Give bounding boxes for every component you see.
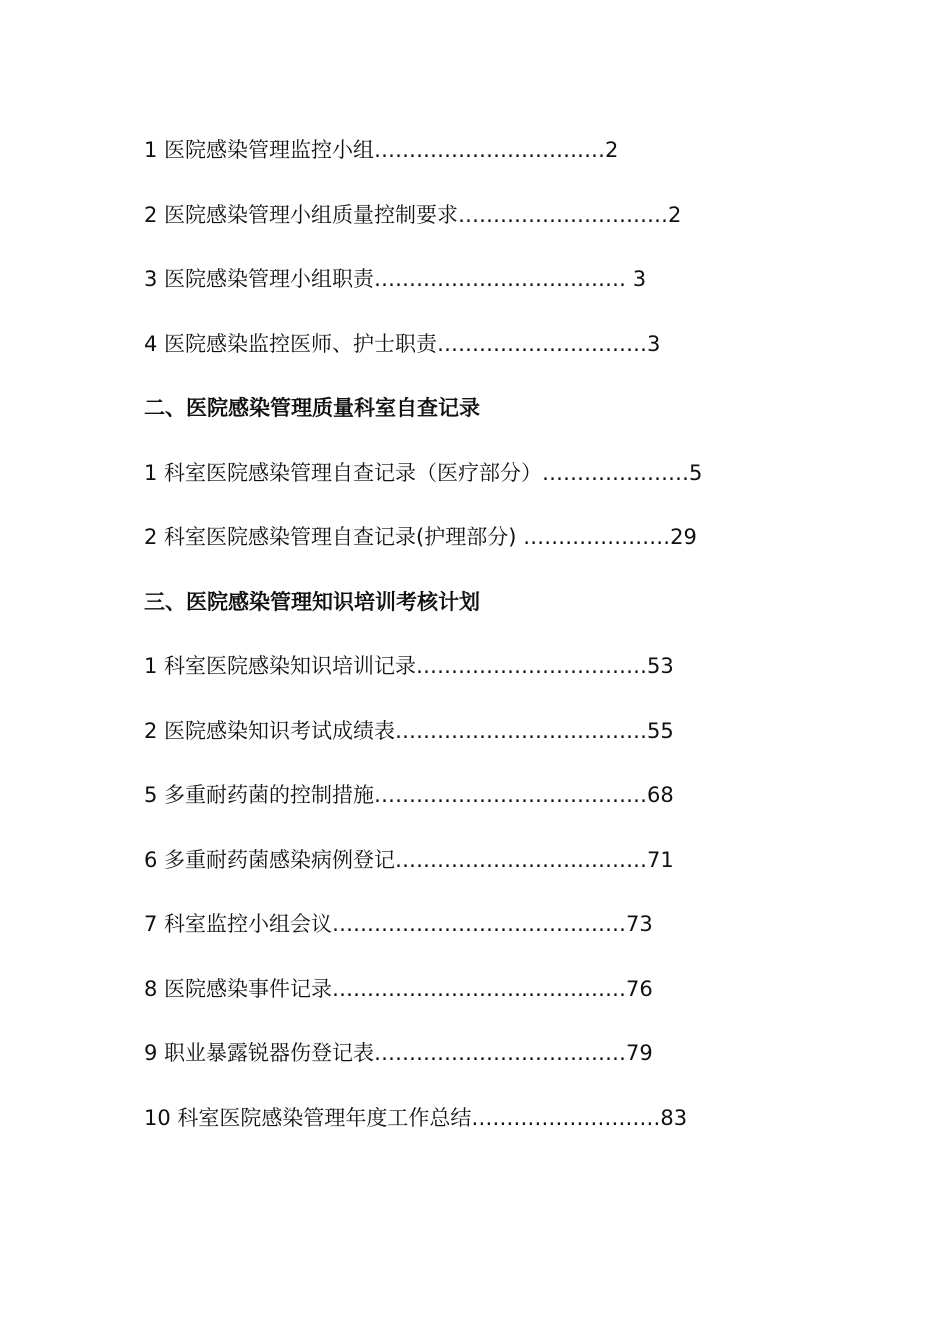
toc-entry: 6 多重耐药菌感染病例登记………………………………71 <box>144 847 674 872</box>
table-of-contents <box>144 128 844 1160</box>
toc-entry: 2 医院感染管理小组质量控制要求…………………………2 <box>144 202 682 227</box>
toc-entry: 2 医院感染知识考试成绩表………………………………55 <box>144 718 674 743</box>
toc-entry: 3 医院感染管理小组职责……………………………… 3 <box>144 267 647 291</box>
toc-section-heading: 二、医院感染管理质量科室自查记录 <box>144 396 480 420</box>
toc-entry: 9 职业暴露锐器伤登记表………………………………79 <box>144 1041 653 1065</box>
toc-entry: 8 医院感染事件记录……………………………………76 <box>144 976 653 1001</box>
toc-section-heading: 三、医院感染管理知识培训考核计划 <box>144 589 480 614</box>
toc-entry: 10 科室医院感染管理年度工作总结………………………83 <box>144 1105 688 1130</box>
toc-entry: 4 医院感染监控医师、护士职责…………………………3 <box>144 331 661 356</box>
toc-entry: 5 多重耐药菌的控制措施…………………………………68 <box>144 783 674 807</box>
toc-entry: 1 科室医院感染知识培训记录……………………………53 <box>144 654 674 678</box>
toc-entry: 1 科室医院感染管理自查记录（医疗部分）…………………5 <box>144 460 703 485</box>
toc-entry: 7 科室监控小组会议……………………………………73 <box>144 912 653 936</box>
toc-entry: 2 科室医院感染管理自查记录(护理部分) …………………29 <box>144 525 697 549</box>
toc-entry: 1 医院感染管理监控小组……………………………2 <box>144 138 619 162</box>
